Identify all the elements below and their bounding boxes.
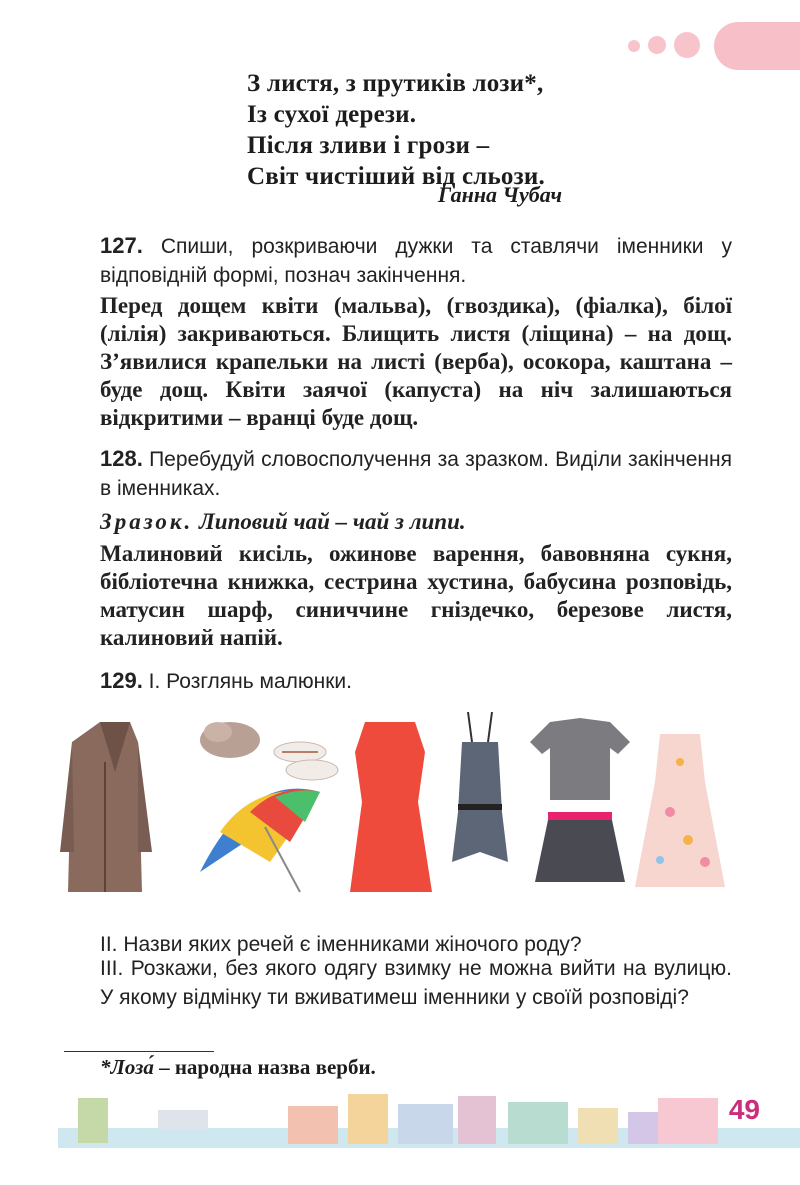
fur-coat-image [60,722,152,892]
decor-pill [714,22,800,70]
decor-dot [674,32,700,58]
mittens-image [200,722,260,758]
task-number: 128. [100,446,143,471]
t-shirt-image [530,718,630,800]
task-128-sample [100,508,732,536]
clothing-pictures [60,712,740,902]
task-129-part1 [100,666,732,696]
sample-label: Зразок. [100,509,194,534]
task-128-exercise: Малиновий кисіль, ожинове варення, бавовняна сукня, бібліотечна книжка, сестрина хустина, бабусина розповідь, матусин шарф, синиччине гніздечко, березове листя, калиновий напій. [100,541,732,650]
poem-line: Із сухої дерези. [247,101,417,128]
floral-dress-image [635,734,725,887]
task-number: 127. [100,233,143,258]
red-dress-image [350,722,432,892]
poem-line: Після зливи і грози – [247,132,490,159]
poem-author: Ганна Чубач [437,182,562,207]
task-text: І. Розглянь малюнки. [148,670,352,693]
sample-text: Липовий чай – чай з липи. [199,509,466,534]
skirt-image [535,812,625,882]
umbrella-image [200,789,320,892]
header-decoration [610,22,800,70]
decor-dot [648,36,666,54]
poem-line: З листя, з прутиків лози*, [247,70,544,97]
poem [247,68,545,192]
task-129-part3: ІІІ. Розкажи, без якого одягу взимку не можна вийти на вулицю. У якому відмінку ти вживатимеш іменники у своїй розповіді? [100,957,732,1009]
footnote [100,1055,376,1080]
sandals-image [274,742,338,780]
task-129-part2: ІІ. Назви яких речей є іменниками жіночого роду? [100,933,582,956]
task-text: Перебудуй словосполучення за зразком. Виділи закінчення в іменниках. [100,448,732,500]
footnote-word: *Лоза́ [100,1055,154,1079]
cityscape-decoration [58,1088,800,1148]
poem-line: Світ чистіший від сльози. [247,163,545,190]
task-text: Спиши, розкриваючи дужки та ставлячи іменники у відповідній формі, познач закінчення. [100,235,732,287]
task-127-instruction [100,231,732,290]
footnote-text: – народна назва верби. [153,1055,376,1079]
decor-dot [628,40,640,52]
task-127-exercise: Перед дощем квіти (мальва), (гвоздика), (фіалка), білої (лілія) закриваються. Блищить листя (ліщина) – на дощ. З’явилися крапельки на листі (верба), осокора, каштана – буде дощ. Квіти заячої (капуста) на ніч залишаються відкритими – вранці буде дощ. [100,293,732,430]
task-128-instruction [100,444,732,503]
footnote-divider [64,1051,214,1052]
task-number: 129. [100,668,143,693]
swimsuit-image [452,712,508,862]
page-number: 49 [728,1094,760,1125]
